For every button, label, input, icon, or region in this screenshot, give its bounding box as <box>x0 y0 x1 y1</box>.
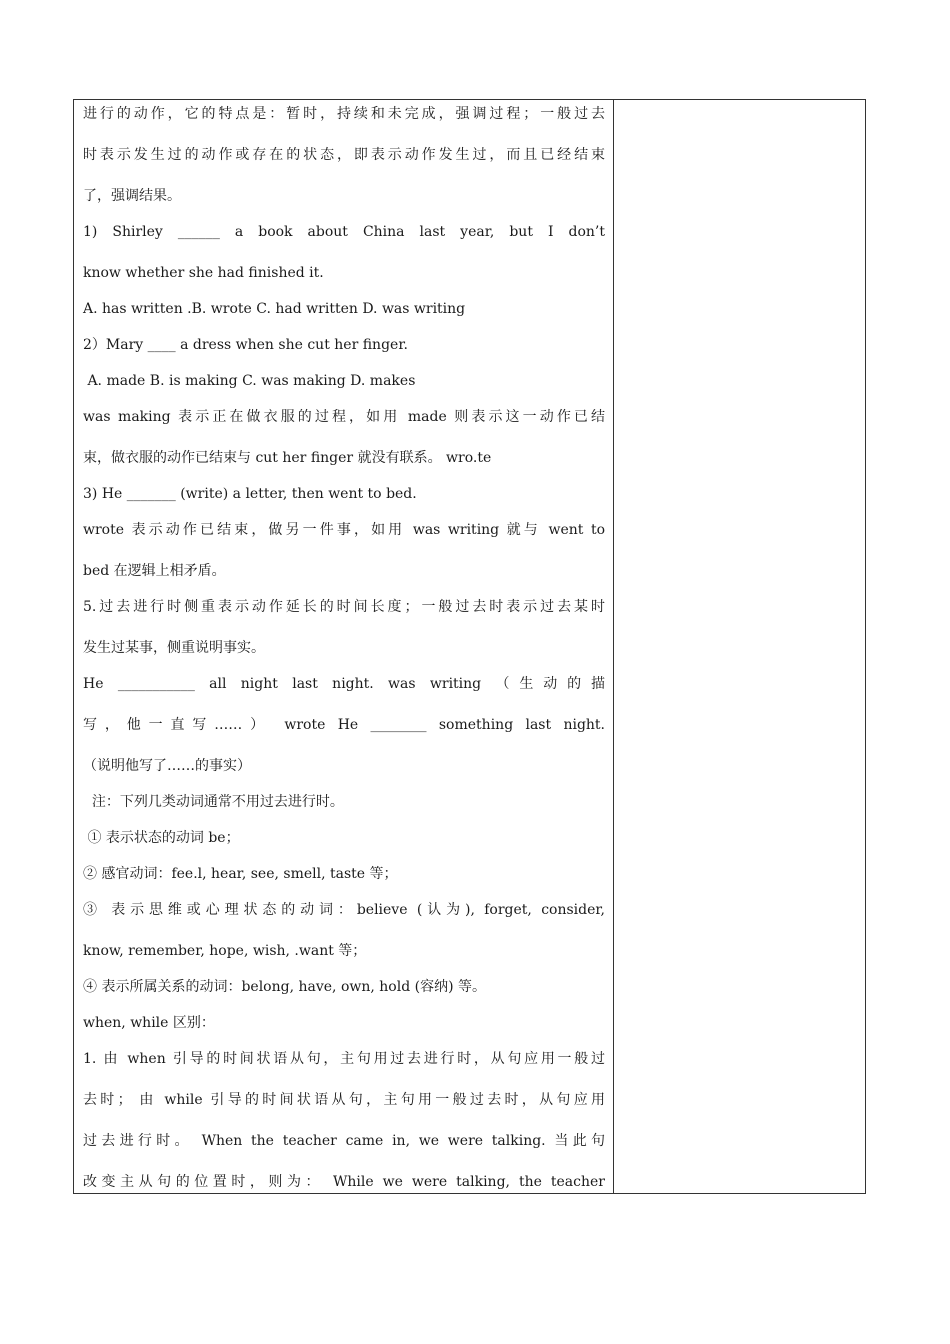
text-line: 时表示发生过的动作或存在的状态，即表示动作发生过，而且已经结束 <box>83 147 605 163</box>
text-line: He ___________ all night last night. was writing （生动的描 <box>83 676 605 692</box>
text-line: 过去进行时。 When the teacher came in, we were talking. 当此句 <box>83 1133 605 1149</box>
text-line: ② 感官动词：fee.l, hear, see, smell, taste 等； <box>83 866 398 882</box>
text-line: ③ 表示思维或心理状态的动词：believe (认为), forget, consider, <box>83 902 605 918</box>
text-line: bed 在逻辑上相矛盾。 <box>83 563 226 579</box>
text-line: 3) He _______ (write) a letter, then went to bed. <box>83 486 417 502</box>
text-line: ④ 表示所属关系的动词：belong, have, own, hold (容纳) 等。 <box>83 979 486 995</box>
text-line: A. made B. is making C. was making D. makes <box>83 373 416 389</box>
text-line: when, while 区别： <box>83 1015 215 1031</box>
text-line: 改变主从句的位置时，则为： While we were talking, the teacher <box>83 1174 605 1190</box>
text-line: 写，他一直写……） wrote He ________ something last night. <box>83 717 605 733</box>
text-line: 发生过某事，侧重说明事实。 <box>83 640 265 656</box>
text-line: A. has written .B. wrote C. had written D. was writing <box>83 301 466 317</box>
column-divider <box>613 100 614 1193</box>
text-line: 2）Mary ____ a dress when she cut her finger. <box>83 337 408 353</box>
text-line: know, remember, hope, wish, .want 等； <box>83 943 367 959</box>
text-line: 1) Shirley ______ a book about China last year, but I don’t <box>83 224 605 240</box>
text-line: ① 表示状态的动词 be； <box>83 830 240 846</box>
text-line: 束，做衣服的动作已结束与 cut her finger 就没有联系。 wro.te <box>83 450 492 466</box>
text-line: 1. 由 when 引导的时间状语从句，主句用过去进行时，从句应用一般过 <box>83 1051 605 1067</box>
text-line: 去时； 由 while 引导的时间状语从句，主句用一般过去时，从句应用 <box>83 1092 605 1108</box>
text-line: was making 表示正在做衣服的过程，如用 made 则表示这一动作已结 <box>83 409 605 425</box>
text-line: （说明他写了……的事实） <box>83 758 251 774</box>
document-table <box>73 99 866 1194</box>
text-line: 5.过去进行时侧重表示动作延长的时间长度；一般过去时表示过去某时 <box>83 599 605 615</box>
text-line: 了，强调结果。 <box>83 188 181 204</box>
text-line: wrote 表示动作已结束，做另一件事，如用 was writing 就与 went to <box>83 522 605 538</box>
text-line: 进行的动作，它的特点是：暂时，持续和未完成，强调过程；一般过去 <box>83 106 605 122</box>
text-line: 注：下列几类动词通常不用过去进行时。 <box>83 794 344 810</box>
text-line: know whether she had finished it. <box>83 265 324 281</box>
